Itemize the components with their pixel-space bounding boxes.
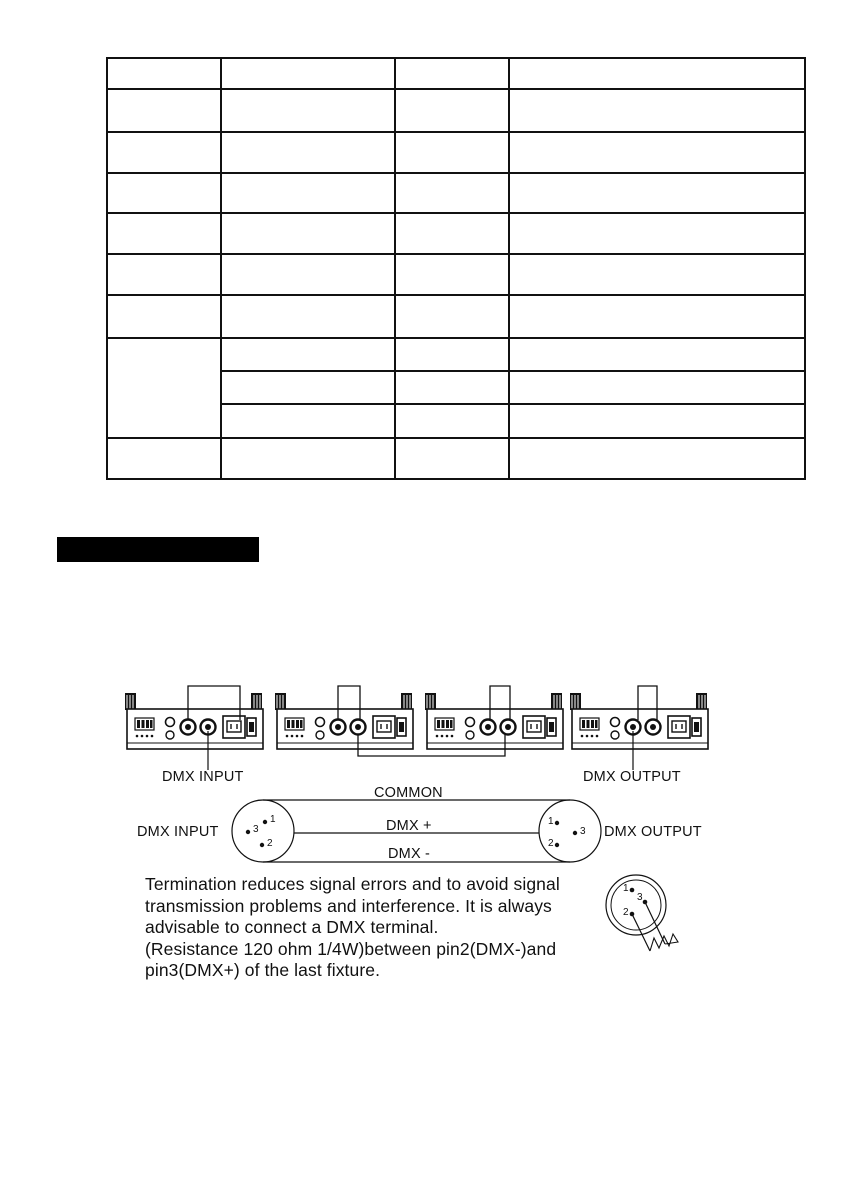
pin-number: 2 [623,907,629,918]
pin-number: 3 [637,892,643,903]
dmx-connection-diagram [120,676,720,980]
dmx-input-label-side: DMX INPUT [137,824,219,840]
table-row-divider [106,172,806,174]
note-line: transmission problems and interference. It is always [145,895,552,916]
table-column-divider [220,57,222,480]
table-row-divider [106,88,806,90]
dmx-output-label-top: DMX OUTPUT [583,769,681,785]
dmx-output-label-side: DMX OUTPUT [604,824,702,840]
pin-number: 1 [548,816,554,827]
fixture-1 [125,693,263,749]
spec-table [106,57,806,479]
pin-number: 3 [580,826,586,837]
note-line: pin3(DMX+) of the last fixture. [145,960,381,980]
pin-number: 1 [623,883,629,894]
table-border-right [804,57,806,480]
note-line: advisable to connect a DMX terminal. [145,917,439,937]
table-row-divider [106,294,806,296]
table-column-divider [508,57,510,480]
table-border-bottom [106,478,806,480]
table-border-top [106,57,806,59]
fixture-4 [570,693,708,749]
note-line: Termination reduces signal errors and to avoid signal [145,874,560,894]
dmx-minus-wire-label: DMX - [388,846,431,862]
pin-number: 1 [270,814,276,825]
fixture-3 [425,693,563,749]
dmx-plus-wire-label: DMX + [386,818,432,834]
note-line: (Resistance 120 ohm 1/4W)between pin2(DMX-)and [145,938,557,959]
pin-number: 3 [253,824,259,835]
table-row-divider [106,337,806,339]
table-row-divider [220,403,806,405]
table-column-divider [394,57,396,480]
fixture-2 [275,693,413,749]
termination-note [145,874,615,982]
pin-number: 2 [267,838,273,849]
section-heading-bar [57,537,259,562]
table-border-left [106,57,108,480]
dmx-input-label-top: DMX INPUT [162,769,244,785]
table-row-divider [220,370,806,372]
pin-number: 2 [548,838,554,849]
terminator-plug [606,875,678,951]
common-wire-label: COMMON [374,785,443,801]
table-row-divider [106,131,806,133]
table-row-divider [106,253,806,255]
table-row-divider [106,437,806,439]
table-row-divider [106,212,806,214]
